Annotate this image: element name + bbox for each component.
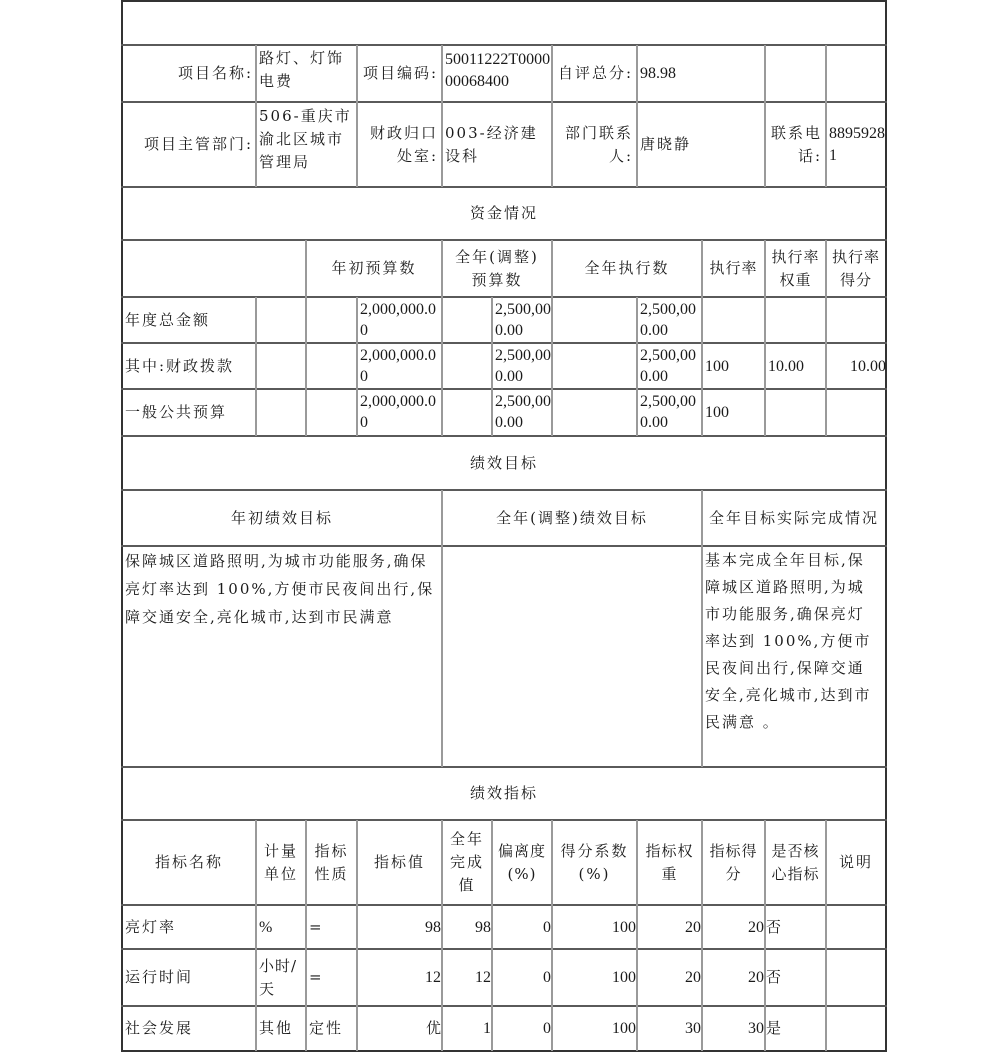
funds-rate-value: 100 [705, 404, 729, 421]
funds-executed-value: 2,500,000.00 [640, 301, 696, 339]
funds-score-value: 10.00 [850, 357, 886, 375]
ind-name: 运行时间 [125, 968, 194, 986]
ind-deviation: 0 [543, 918, 551, 936]
dept-value: 506-重庆市渝北区城市管理局 [259, 107, 352, 171]
ind-name: 社会发展 [125, 1019, 194, 1037]
finance-label: 财政归口处室: [369, 123, 438, 165]
goals-col-actual: 全年目标实际完成情况 [708, 508, 879, 527]
ind-nature: = [309, 917, 324, 936]
funds-score-value [827, 390, 886, 435]
project-name-label: 项目名称: [177, 64, 253, 82]
funds-adjusted-value: 2,500,000.00 [495, 393, 551, 431]
ind-col-name: 指标名称 [154, 853, 223, 871]
col-divider [255, 297, 257, 436]
funds-row-label: 其中:财政拨款 [125, 356, 235, 375]
goals-actual-text: 基本完成全年目标,保障城区道路照明,为城市功能服务,确保亮灯率达到 100%,方便市民夜间出行,保障交通安全,亮化城市,达到市民满意 。 [705, 551, 872, 731]
ind-value: 98 [425, 918, 441, 936]
funds-col-exec-rate: 执行率 [709, 259, 758, 277]
ind-coef: 100 [612, 918, 636, 936]
ind-weight: 20 [685, 969, 701, 986]
indicators-section-title: 绩效指标 [469, 784, 538, 802]
funds-initial-value: 2,000,000.00 [360, 301, 436, 339]
ind-value: 12 [425, 969, 441, 986]
ind-col-value: 指标值 [373, 853, 425, 871]
ind-col-unit: 计量单位 [263, 841, 298, 883]
funds-adjusted-value: 2,500,000.00 [495, 347, 551, 385]
funds-col-executed: 全年执行数 [584, 259, 670, 277]
funds-initial-value: 2,000,000.00 [360, 393, 436, 431]
ind-coef: 100 [612, 969, 636, 986]
dept-label: 项目主管部门: [143, 135, 253, 153]
funds-row-label: 一般公共预算 [125, 403, 228, 421]
project-code-label: 项目编码: [362, 64, 438, 82]
contact-value: 唐晓静 [640, 135, 692, 153]
phone-label: 联系电话: [770, 123, 822, 165]
ind-col-weight: 指标权重 [645, 841, 694, 883]
ind-note [827, 1007, 885, 1050]
goals-initial-text: 保障城区道路照明,为城市功能服务,确保亮灯率达到 100%,方便市民夜间出行,保障交通安全,亮化城市,达到市民满意 [125, 552, 435, 626]
funds-section-title: 资金情况 [469, 204, 538, 222]
funds-col-exec-weight: 执行率权重 [771, 247, 820, 289]
self-score-label: 自评总分: [557, 64, 633, 82]
ind-coef: 100 [612, 1020, 636, 1037]
funds-weight-value [766, 390, 825, 435]
project-code-value: 50011222T000000068400 [445, 51, 551, 90]
ind-actual: 12 [475, 969, 491, 986]
funds-row-label: 年度总金额 [125, 310, 211, 329]
ind-score: 30 [748, 1020, 764, 1037]
ind-value: 优 [425, 1019, 441, 1037]
col-divider [441, 297, 443, 436]
ind-col-note: 说明 [838, 853, 873, 871]
ind-core: 否 [766, 968, 784, 986]
ind-name: 亮灯率 [125, 917, 177, 936]
ind-note [827, 950, 885, 1005]
funds-score-value [827, 298, 886, 342]
funds-initial-value: 2,000,000.00 [360, 347, 436, 385]
funds-rate-value: 100 [705, 357, 729, 375]
goals-col-adjusted: 全年(调整)绩效目标 [496, 508, 648, 527]
goals-col-initial: 年初绩效目标 [230, 508, 333, 527]
ind-col-core: 是否核心指标 [771, 841, 820, 883]
ind-core: 否 [766, 917, 784, 936]
funds-col-initial-budget: 年初预算数 [331, 259, 417, 277]
ind-note [827, 906, 885, 948]
ind-unit: 其他 [259, 1019, 294, 1037]
finance-value: 003-经济建设科 [445, 123, 538, 165]
ind-weight: 20 [685, 918, 701, 936]
col-divider [551, 297, 553, 436]
ind-actual: 1 [483, 1020, 491, 1037]
funds-rate-value [703, 298, 764, 342]
funds-executed-value: 2,500,000.00 [640, 347, 696, 385]
col-divider [305, 297, 307, 436]
ind-score: 20 [748, 918, 764, 936]
project-name-value: 路灯、灯饰电费 [259, 49, 345, 90]
ind-unit: % [259, 918, 273, 936]
ind-col-deviation: 偏离度(%) [497, 841, 546, 883]
ind-col-score: 指标得分 [709, 841, 758, 883]
funds-weight-value [766, 298, 825, 342]
ind-actual: 98 [475, 918, 491, 936]
phone-value: 88959281 [829, 124, 885, 164]
ind-unit: 小时/天 [259, 956, 298, 998]
ind-weight: 30 [685, 1020, 701, 1037]
funds-col-adjusted-budget: 全年(调整)预算数 [455, 247, 539, 289]
goals-adjusted-text [443, 547, 701, 766]
goals-section-title: 绩效目标 [469, 453, 538, 472]
ind-col-actual: 全年完成值 [449, 830, 484, 894]
ind-deviation: 0 [543, 969, 551, 986]
funds-col-exec-score: 执行率得分 [831, 247, 880, 289]
ind-col-nature: 指标性质 [314, 841, 349, 883]
ind-nature: 定性 [309, 1019, 344, 1037]
ind-score: 20 [748, 969, 764, 986]
ind-col-coef: 得分系数(%) [560, 841, 629, 883]
ind-nature: = [309, 968, 324, 986]
funds-adjusted-value: 2,500,000.00 [495, 301, 551, 339]
contact-label: 部门联系人: [564, 123, 633, 165]
ind-deviation: 0 [543, 1020, 551, 1037]
ind-core: 是 [766, 1019, 784, 1037]
self-score-value: 98.98 [640, 65, 676, 82]
funds-weight-value: 10.00 [768, 357, 804, 375]
funds-executed-value: 2,500,000.00 [640, 393, 696, 431]
